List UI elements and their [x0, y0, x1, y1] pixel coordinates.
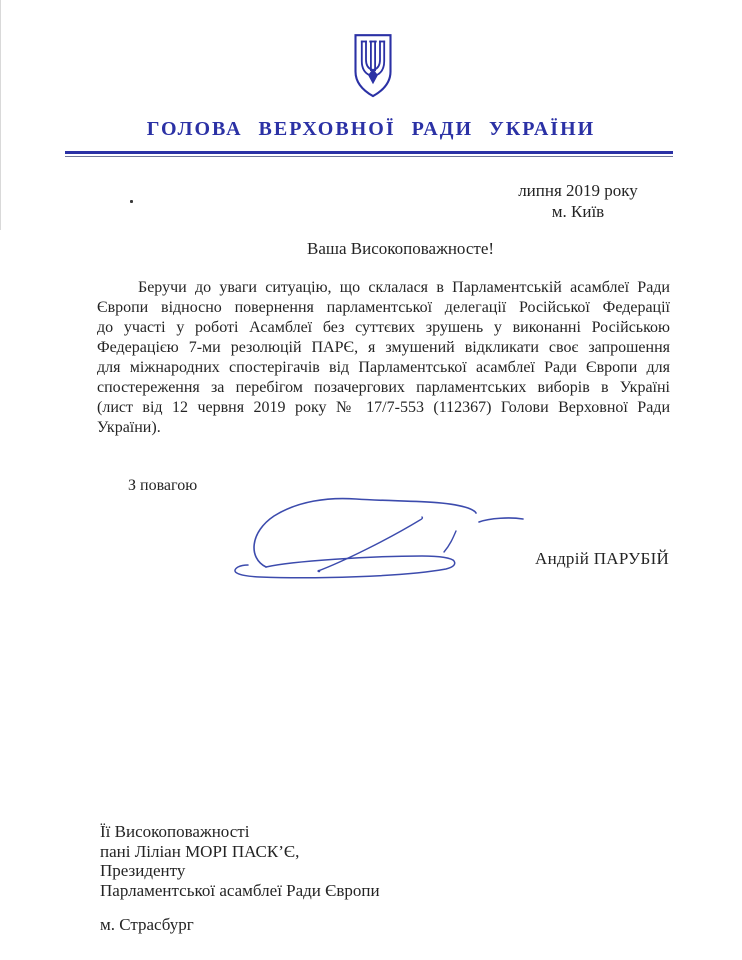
date-line: липня 2019 року: [518, 181, 638, 200]
body-line: спостереження за перебігом позачергових парламентських виборів в Україні: [97, 379, 670, 396]
body-line: (лист від 12 червня 2019 року № 17/7-553 (112367) Голови Верховної Ради: [97, 399, 670, 416]
body-line: до участі у роботі Асамблеї без суттєвих зрушень у виконанні Російською: [97, 319, 670, 336]
ukraine-trident-emblem: [352, 32, 394, 100]
salutation: Ваша Високоповажносте!: [307, 239, 495, 258]
recipient-line: Парламентської асамблеї Ради Європи: [100, 880, 380, 900]
letterhead-title: ГОЛОВА ВЕРХОВНОЇ РАДИ УКРАЇНИ: [146, 118, 596, 140]
divider-thick-line: [65, 151, 673, 154]
scan-speck-artifact: [130, 200, 133, 203]
date-place-block: [492, 181, 664, 222]
valediction: З повагою: [128, 477, 198, 494]
place-line: м. Київ: [551, 201, 605, 221]
body-line: для міжнародних спостерігачів від Парламентської асамблеї Ради Європи для: [97, 359, 670, 376]
body-line: Федерацією 7-ми резолюцій ПАРЄ, я змушений відкликати своє запрошення: [97, 339, 670, 356]
divider-thin-line: [65, 156, 673, 157]
body-paragraph: [97, 278, 670, 438]
body-line: Беручи до уваги ситуацію, що склалася в Парламентській асамблеї Ради: [138, 279, 670, 296]
recipient-line: Її Високоповажності: [100, 822, 250, 841]
signature-handwriting: [222, 492, 542, 592]
body-line: Європи відносно повернення парламентської делегації Російської Федерації: [97, 299, 670, 316]
recipient-line: Президенту: [100, 861, 186, 880]
recipient-city: м. Страсбург: [100, 915, 194, 934]
letterhead-divider: [65, 151, 673, 157]
scan-edge-artifact: [0, 0, 1, 230]
recipient-block: [100, 822, 380, 900]
body-line: України).: [97, 419, 161, 436]
signatory-name: Андрій ПАРУБІЙ: [535, 549, 670, 568]
recipient-line: пані Ліліан МОРІ ПАСК’Є,: [100, 841, 300, 861]
